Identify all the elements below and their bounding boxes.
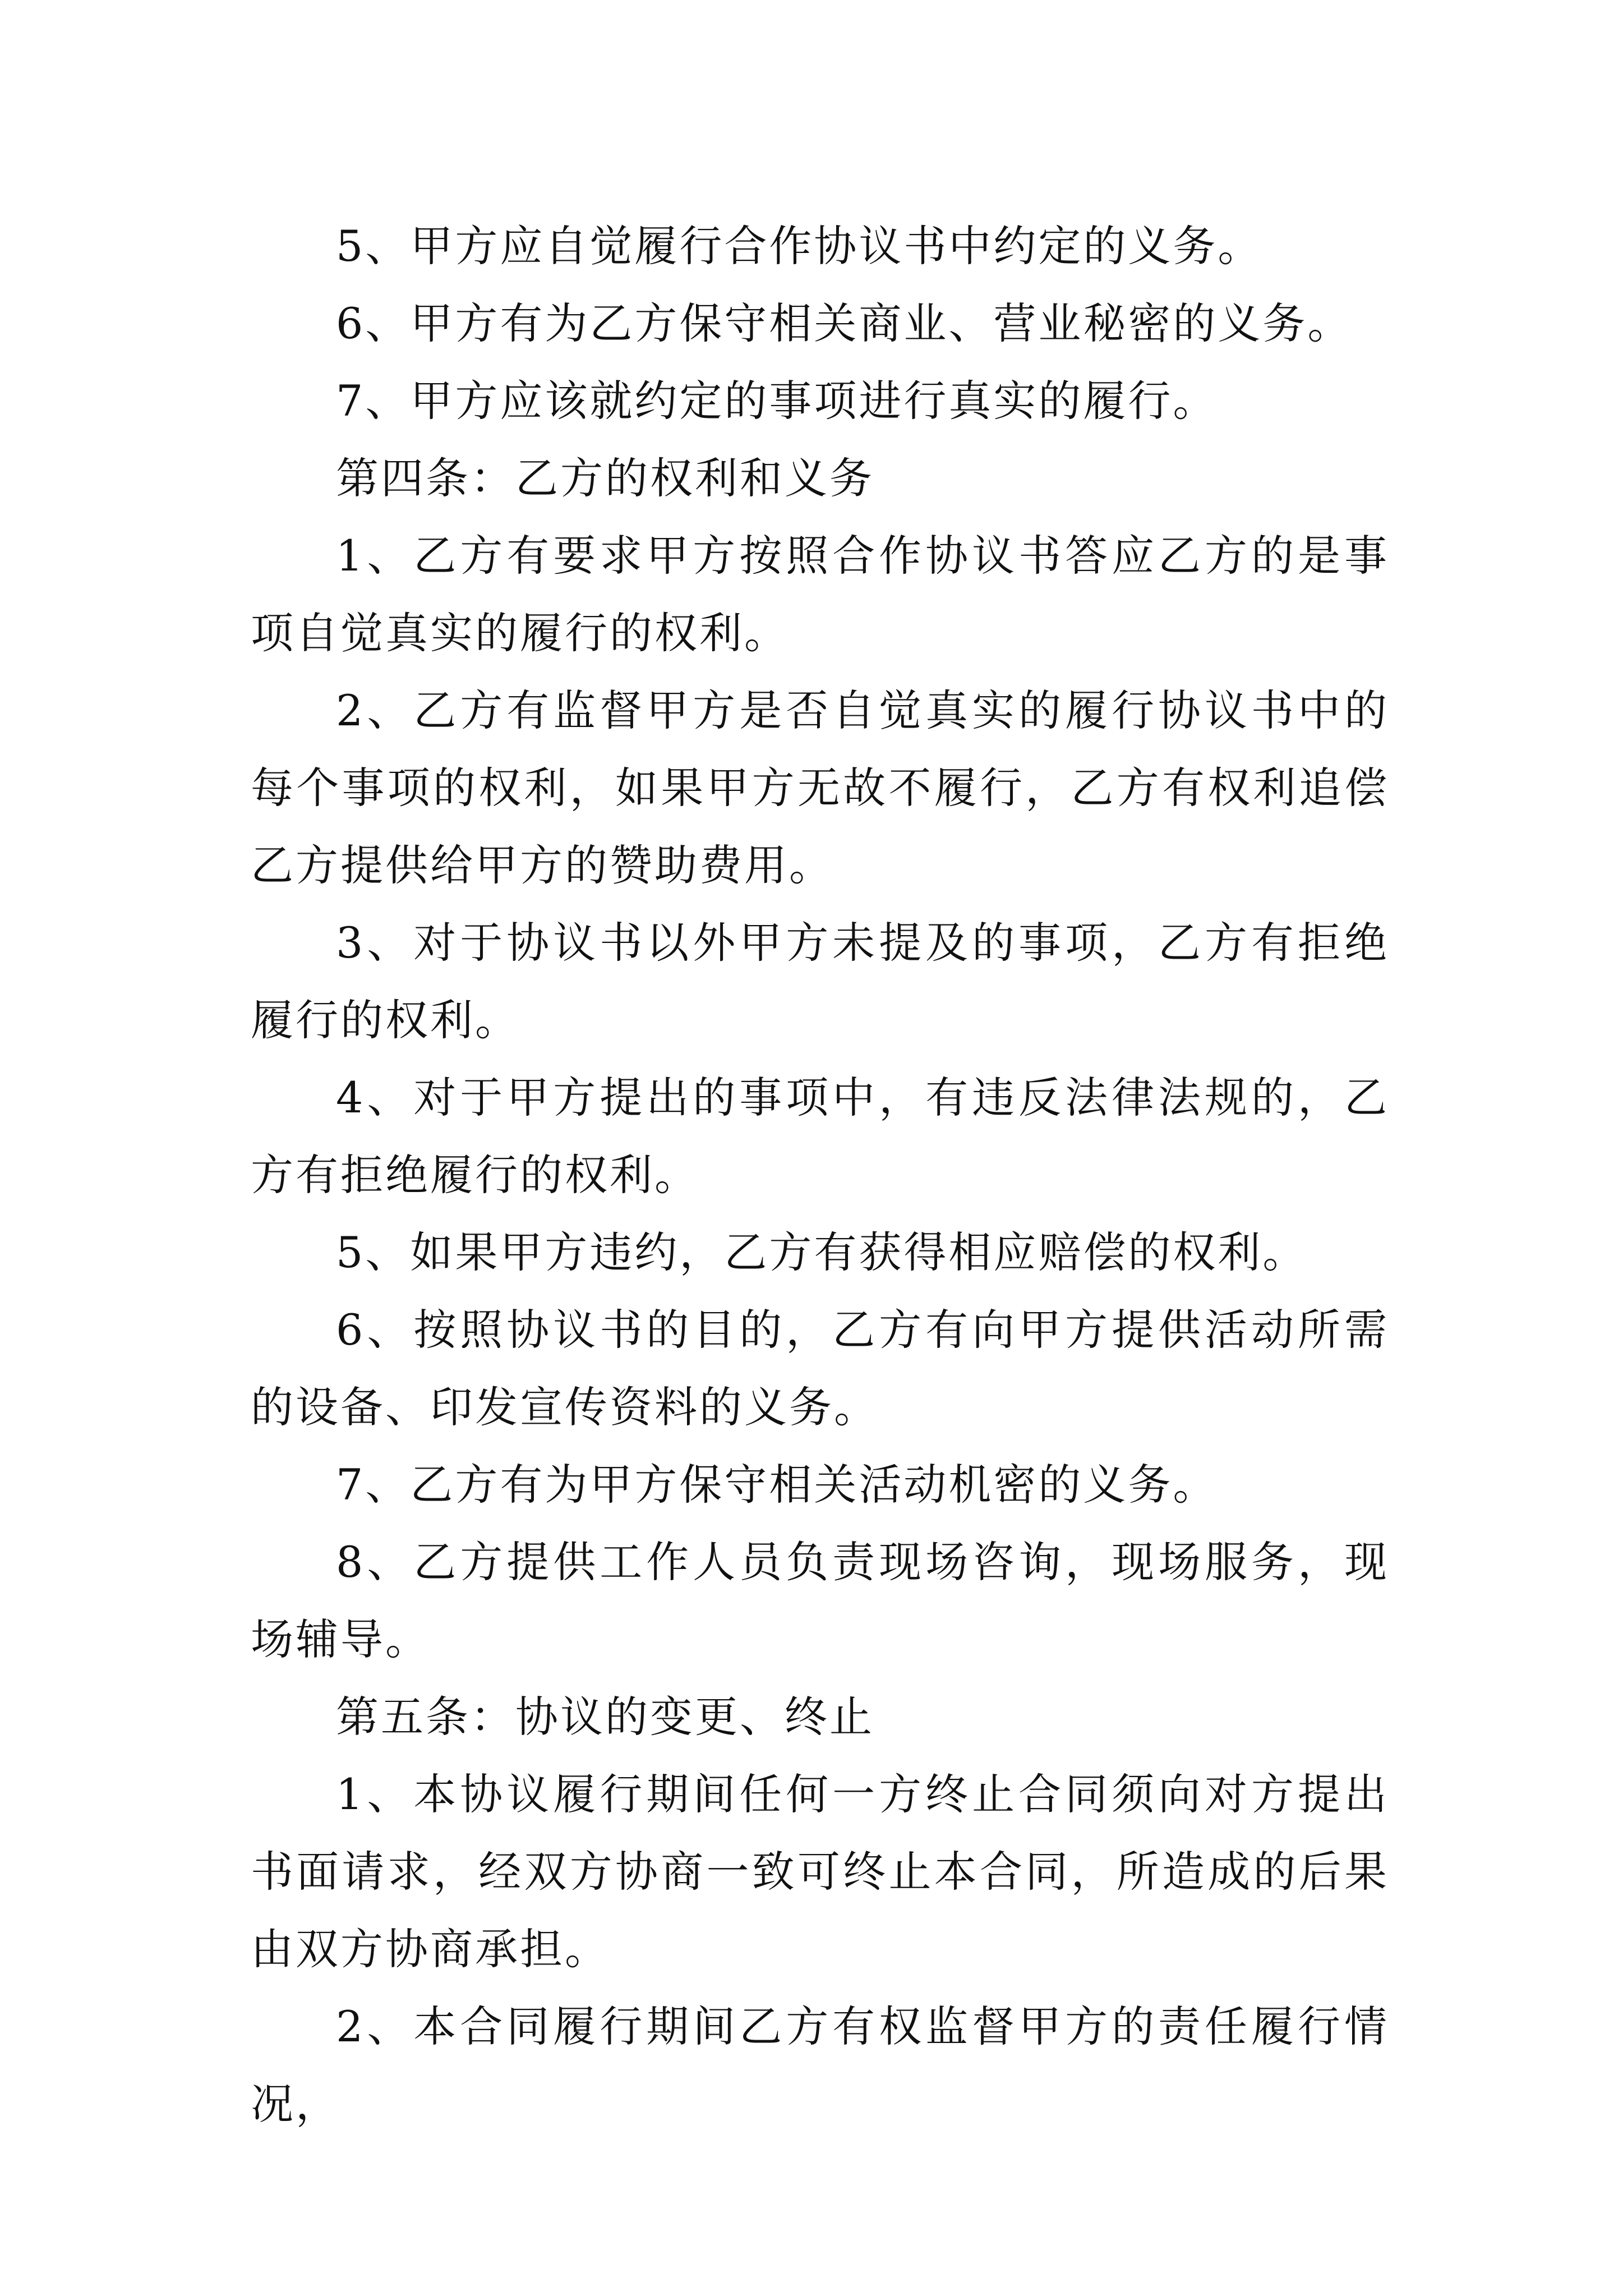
clause-4-item-3: 3、对于协议书以外甲方未提及的事项，乙方有拒绝履行的权利。 bbox=[251, 918, 1389, 1045]
clause-5-item-2: 2、本合同履行期间乙方有权监督甲方的责任履行情况， bbox=[251, 2001, 1389, 2129]
document-page bbox=[251, 208, 1389, 2143]
clause-4-item-1: 1、乙方有要求甲方按照合作协议书答应乙方的是事项自觉真实的履行的权利。 bbox=[251, 531, 1389, 658]
clause-5-item-1: 1、本协议履行期间任何一方终止合同须向对方提出书面请求，经双方协商一致可终止本合同，所造成的后果由双方协商承担。 bbox=[251, 1769, 1389, 1974]
clause-4-heading: 第四条：乙方的权利和义务 bbox=[336, 453, 874, 503]
clause-4-item-7: 7、乙方有为甲方保守相关活动机密的义务。 bbox=[336, 1460, 1218, 1510]
clause-4-item-8: 8、乙方提供工作人员负责现场咨询，现场服务，现场辅导。 bbox=[251, 1537, 1389, 1664]
clause-3-item-6: 6、甲方有为乙方保守相关商业、营业秘密的义务。 bbox=[336, 298, 1353, 348]
clause-4-item-6: 6、按照协议书的目的，乙方有向甲方提供活动所需的设备、印发宣传资料的义务。 bbox=[251, 1305, 1389, 1432]
clause-3-item-7: 7、甲方应该就约定的事项进行真实的履行。 bbox=[336, 376, 1218, 426]
clause-4-item-2: 2、乙方有监督甲方是否自觉真实的履行协议书中的每个事项的权利，如果甲方无故不履行，乙方有权利追偿乙方提供给甲方的赞助费用。 bbox=[251, 685, 1389, 890]
clause-4-item-4: 4、对于甲方提出的事项中，有违反法律法规的，乙方有拒绝履行的权利。 bbox=[251, 1073, 1389, 1200]
clause-4-item-5: 5、如果甲方违约，乙方有获得相应赔偿的权利。 bbox=[336, 1227, 1308, 1277]
clause-3-item-5: 5、甲方应自觉履行合作协议书中约定的义务。 bbox=[336, 221, 1263, 271]
clause-5-heading: 第五条：协议的变更、终止 bbox=[336, 1692, 874, 1742]
